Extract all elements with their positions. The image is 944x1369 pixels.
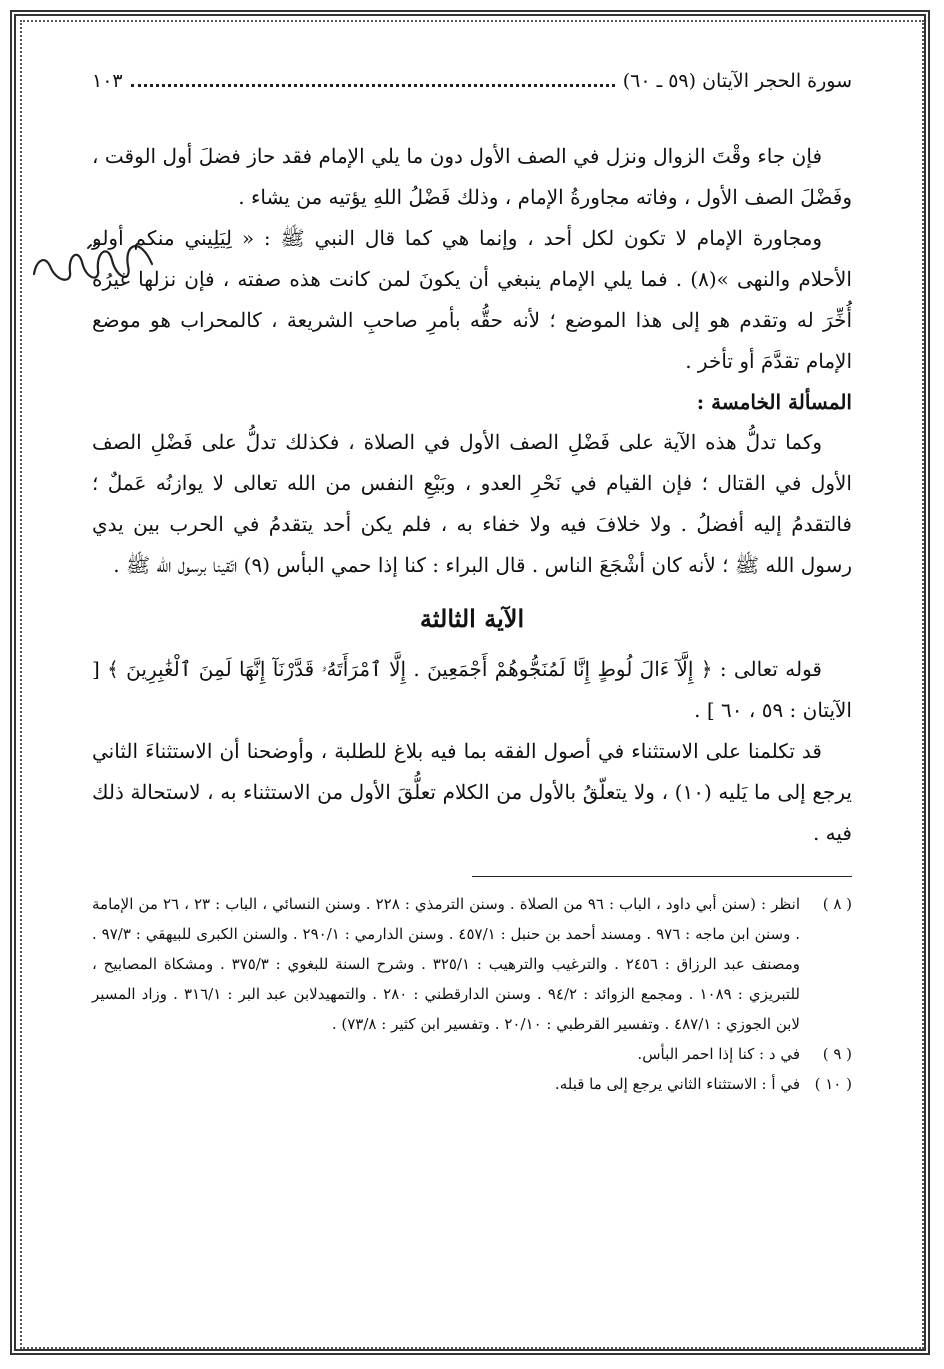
footnote-number: ( ١٠ ) (814, 1075, 852, 1093)
page-content (92, 70, 852, 1099)
section-heading: المسألة الخامسة : (696, 390, 852, 414)
footnote-text: في أ : الاستثناء الثاني يرجع إلى ما قبله. (554, 1075, 800, 1093)
paragraph: فإن جاء وقْتَ الزوال ونزل في الصف الأول دون ما يلي الإمام فقد حاز فضلَ أول الوقت ، وفَضْلَ الصف الأول ، وفاته مجاورةُ الإمام ، وذلك فَضْلُ اللهِ يؤتيه من يشاء . (92, 144, 852, 209)
footnote-text: انظر : (سنن أبي داود ، الباب : ٩٦ من الصلاة . وسنن الترمذي : ٢٢٨ . وسنن النسائي ، الباب : ٢٣ ، ٢٦ من الإمامة . وسنن ابن ماجه : ٩٧٦ . ومسند أحمد بن حنبل : ٤٥٧/١ . وسنن الدارمي : ٢٩٠/١ . والسنن الكبرى للبيهقي : ٩٧/٣ . ومصنف عبد الرزاق : ٢٤٥٦ . والترغيب والترهيب : ٣٢٥/١ . وشرح السنة للبغوي : ٣٧٥/٣ . ومشكاة المصابيح ، للتبريزي : ١٠٨٩ . ومجمع الزوائد : ٩٤/٢ . وسنن الدارقطني : ٢٨٠ . والتمهيدلابن عبد البر : ٣١٦/١ . وزاد المسير لابن الجوزي : ٤٨٧/١ . وتفسير القرطبي : ٢٠/١٠ . وتفسير ابن كثير : ٧٣/٨) . (92, 895, 801, 1033)
paragraph: قد تكلمنا على الاستثناء في أصول الفقه بما فيه بلاغ للطلبة ، وأوضحنا أن الاستثناءَ الثاني يرجع إلى ما يَليه (١٠) ، ولا يتعلّقُ بالأول من الكلام تعلُّقَ الأول من الاستثناء به ، لاستحالة ذلك فيه . (92, 739, 852, 845)
paragraph: وكما تدلُّ هذه الآية على فَضْلِ الصف الأول في الصلاة ، فكذلك تدلُّ على فَضْلِ الصف الأول في القتال ؛ فإن القيام في نَحْرِ العدو ، وبَيْعِ النفس من الله تعالى لا يوازنُه عَملٌ ؛ فالتقدمُ إليه أفضلُ . ولا خلافَ فيه ولا خفاء به ، فلم يكن أحد يتقدمُ في الحرب بين يدي رسول الله ﷺ ؛ لأنه كان أشْجَعَ الناس . قال البراء : كنا إذا حمي البأس (٩) اتّقينا برسول الله ﷺ . (92, 430, 852, 577)
footnote-number: ( ٨ ) (822, 895, 852, 913)
footnote-separator (472, 876, 852, 877)
footnote (92, 1039, 852, 1069)
running-header (92, 70, 852, 102)
quran-verse-paragraph: قوله تعالى : ﴿ إِلَّآ ءَالَ لُوطٍ إِنَّا لَمُنَجُّوهُمْ أَجْمَعِينَ . إِلَّا ٱمْرَأَتَهُۥ قَدَّرْنَآ إِنَّهَا لَمِنَ ٱلْغَٰبِرِينَ ﴾ [ الآيتان : ٥٩ ، ٦٠ ] . (92, 657, 852, 722)
verse-title: الآية الثالثة (419, 604, 525, 633)
footnote (92, 1069, 852, 1099)
footnote-number: ( ٩ ) (822, 1045, 852, 1063)
footnote (92, 889, 852, 1039)
header-title: سورة الحجر الآيتان (٥٩ ـ ٦٠) (622, 70, 852, 92)
page-number: ١٠٣ (92, 70, 123, 92)
footnote-text: في د : كنا إذا احمر البأس. (637, 1045, 800, 1063)
paragraph: ومجاورة الإمام لا تكون لكل أحد ، وإنما هي كما قال النبي ﷺ : « لِيَلِيني منكم أولو الأحلام والنهى »(٨) . فما يلي الإمام ينبغي أن يكونَ لمن كانت هذه صفته ، فإن نزلها غيرُه أُخِّرَ له وتقدم هو إلى هذا الموضع ؛ لأنه حقُّه بأمرِ صاحبِ الشريعة ، كالمحراب هو موضع الإمام تقدَّمَ أو تأخر . (92, 226, 852, 373)
header-dot-leader (131, 84, 615, 87)
